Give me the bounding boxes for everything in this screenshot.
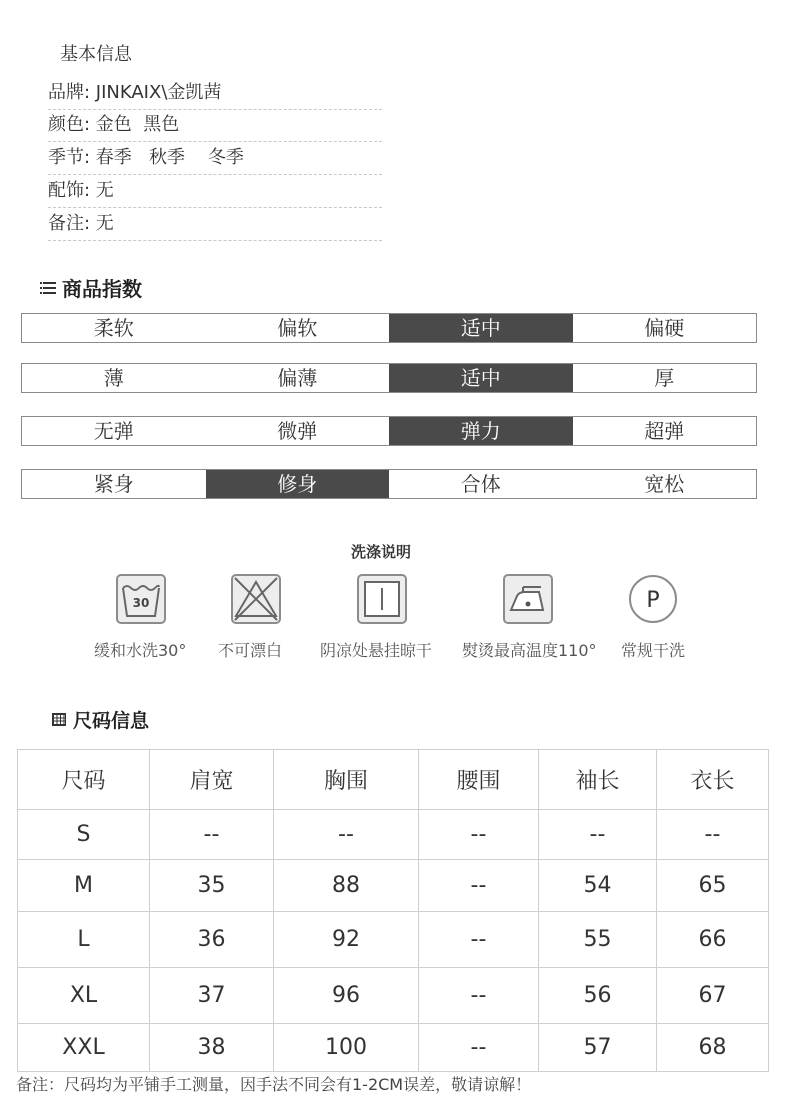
no-bleach-icon xyxy=(231,574,281,624)
table-cell: M xyxy=(18,860,150,912)
grid-icon xyxy=(52,713,66,726)
info-value: 无 xyxy=(95,180,114,201)
table-row xyxy=(18,810,769,860)
wash-label: 缓和水洗30° xyxy=(94,641,187,660)
info-row-brand xyxy=(48,80,382,110)
index-row-fit xyxy=(21,469,757,499)
wash-30-icon xyxy=(116,574,166,624)
table-row xyxy=(18,968,769,1024)
index-cell: 柔软 xyxy=(93,316,134,340)
wash-label: 常规干洗 xyxy=(621,641,686,660)
table-cell: 88 xyxy=(274,860,419,912)
info-row-season xyxy=(48,145,382,175)
table-header-cell: 胸围 xyxy=(274,750,419,810)
table-cell: 100 xyxy=(274,1024,419,1072)
table-cell: -- xyxy=(419,912,539,968)
table-cell: 68 xyxy=(657,1024,769,1072)
wash-label: 阴凉处悬挂晾干 xyxy=(320,641,433,660)
index-row-thickness xyxy=(21,363,757,393)
info-label: 品牌: xyxy=(48,82,96,103)
iron-icon xyxy=(503,574,553,624)
table-cell: 55 xyxy=(539,912,657,968)
list-icon xyxy=(40,282,56,294)
info-value: JINKAIX\金凯茜 xyxy=(95,82,222,103)
info-row-accessory xyxy=(48,178,382,208)
table-header-cell: 衣长 xyxy=(657,750,769,810)
index-cell: 偏硬 xyxy=(644,316,685,340)
info-value: 金色 黑色 xyxy=(95,114,180,135)
wash-label: 熨烫最高温度110° xyxy=(462,641,597,660)
size-section-title xyxy=(52,706,149,733)
info-value: 无 xyxy=(95,213,114,234)
info-value: 春季 秋季 冬季 xyxy=(95,147,244,168)
table-header-cell: 肩宽 xyxy=(150,750,274,810)
table-header-cell: 尺码 xyxy=(18,750,150,810)
wash-title: 洗涤说明 xyxy=(350,543,411,561)
wash-label: 不可漂白 xyxy=(218,641,283,660)
index-cell: 无弹 xyxy=(93,419,134,443)
table-row xyxy=(18,1024,769,1072)
index-cell: 合体 xyxy=(460,472,501,496)
size-note: 备注：尺码均为平铺手工测量，因手法不同会有1-2CM误差，敬请谅解！ xyxy=(16,1075,532,1094)
table-cell: L xyxy=(18,912,150,968)
table-cell: 38 xyxy=(150,1024,274,1072)
info-label: 配饰: xyxy=(48,180,96,201)
table-cell: -- xyxy=(419,968,539,1024)
table-cell: 56 xyxy=(539,968,657,1024)
index-row-elasticity xyxy=(21,416,757,446)
index-cell: 微弹 xyxy=(277,419,318,443)
table-row xyxy=(18,860,769,912)
info-label: 季节: xyxy=(48,147,96,168)
index-cell: 适中 xyxy=(389,364,573,392)
table-cell: -- xyxy=(150,810,274,860)
index-cell: 适中 xyxy=(389,314,573,342)
dry-clean-letter: P xyxy=(646,588,660,613)
table-cell: 35 xyxy=(150,860,274,912)
index-row-softness xyxy=(21,313,757,343)
table-cell: -- xyxy=(419,1024,539,1072)
table-row xyxy=(18,912,769,968)
table-cell: -- xyxy=(657,810,769,860)
index-cell: 修身 xyxy=(206,470,390,498)
table-cell: 96 xyxy=(274,968,419,1024)
line-dry-shade-icon xyxy=(357,574,407,624)
index-cell: 弹力 xyxy=(389,417,573,445)
index-cell: 宽松 xyxy=(644,472,685,496)
table-cell: 37 xyxy=(150,968,274,1024)
index-cell: 超弹 xyxy=(644,419,685,443)
table-cell: S xyxy=(18,810,150,860)
table-cell: 54 xyxy=(539,860,657,912)
table-cell: 67 xyxy=(657,968,769,1024)
table-cell: 36 xyxy=(150,912,274,968)
table-cell: 66 xyxy=(657,912,769,968)
table-header-row xyxy=(18,750,769,810)
info-row-color xyxy=(48,112,382,142)
size-table xyxy=(17,749,769,1072)
table-cell: XL xyxy=(18,968,150,1024)
size-title-text: 尺码信息 xyxy=(73,710,150,732)
index-cell: 厚 xyxy=(654,366,675,390)
index-section-title xyxy=(40,273,142,302)
table-cell: -- xyxy=(274,810,419,860)
table-header-cell: 腰围 xyxy=(419,750,539,810)
table-cell: -- xyxy=(419,860,539,912)
index-cell: 偏软 xyxy=(277,316,318,340)
index-cell: 偏薄 xyxy=(277,366,318,390)
table-cell: 57 xyxy=(539,1024,657,1072)
table-cell: -- xyxy=(539,810,657,860)
info-label: 备注: xyxy=(48,213,96,234)
basic-info-title: 基本信息 xyxy=(60,44,132,65)
index-cell: 紧身 xyxy=(93,472,134,496)
info-row-remark xyxy=(48,211,382,241)
table-header-cell: 袖长 xyxy=(539,750,657,810)
table-cell: 65 xyxy=(657,860,769,912)
table-cell: 92 xyxy=(274,912,419,968)
index-cell: 薄 xyxy=(103,366,124,390)
wash-temp-text: 30 xyxy=(132,596,150,610)
table-cell: -- xyxy=(419,810,539,860)
index-title-text: 商品指数 xyxy=(62,277,142,301)
dry-clean-icon xyxy=(628,574,678,624)
table-cell: XXL xyxy=(18,1024,150,1072)
info-label: 颜色: xyxy=(48,114,96,135)
